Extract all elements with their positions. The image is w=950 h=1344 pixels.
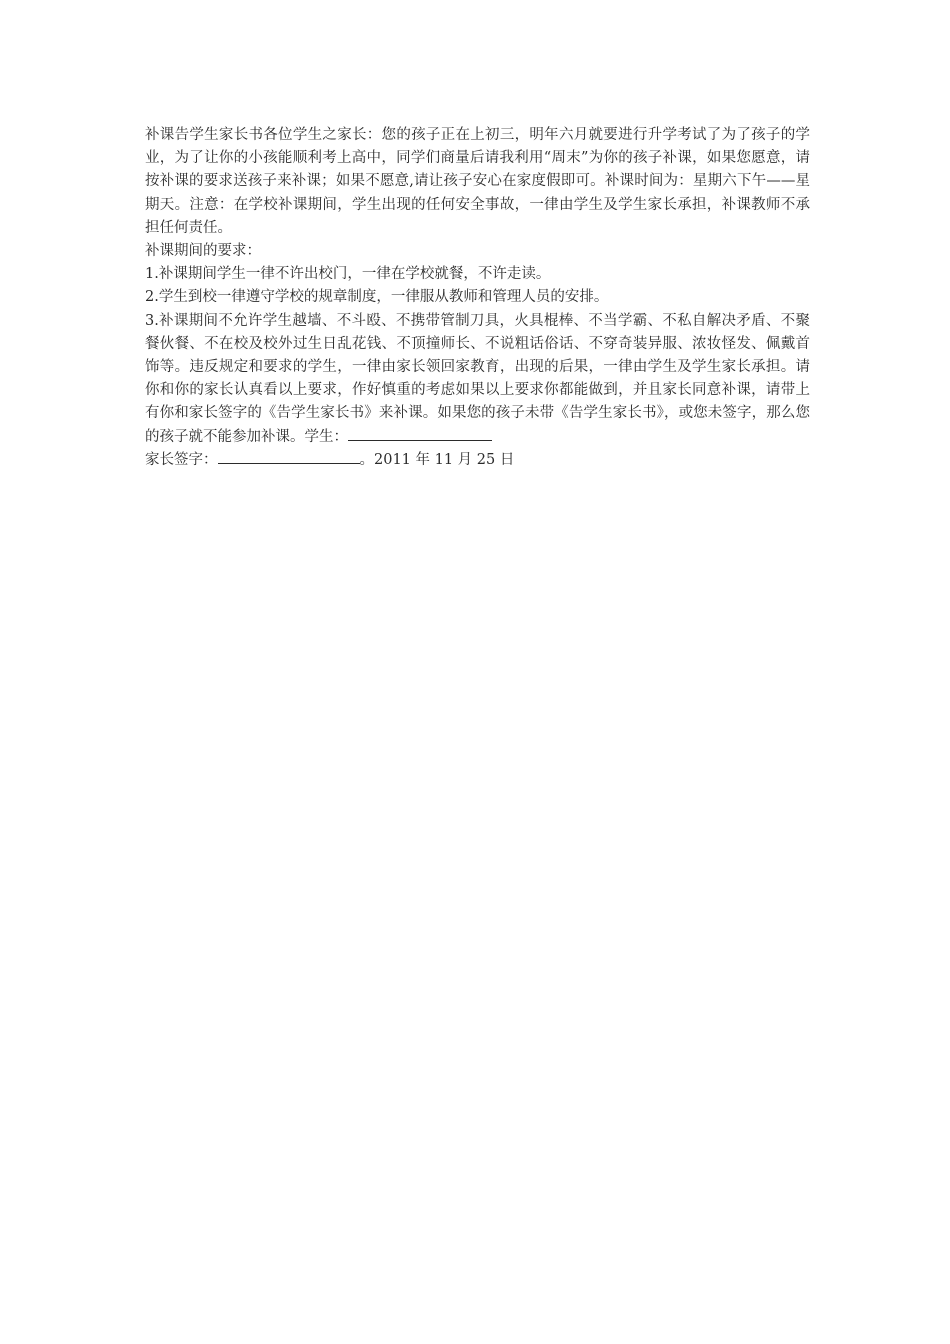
parent-label: 家长签字： <box>145 451 218 468</box>
parent-signature-blank[interactable] <box>218 449 360 464</box>
intro-paragraph: 补课告学生家长书各位学生之家长：您的孩子正在上初三，明年六月就要进行升学考试了为了孩子的学业，为了让你的小孩能顺利考上高中，同学们商量后请我利用“周末”为你的孩子补课，如果您愿意，请按补课的要求送孩子来补课；如果不愿意,请让孩子安心在家度假即可。补课时间为：星期六下午——星期天。注意：在学校补课期间，学生出现的任何安全事故，一律由学生及学生家长承担，补课教师不承担任何责任。 <box>145 127 810 236</box>
letter-body <box>145 124 810 472</box>
requirement-item-2: 2.学生到校一律遵守学校的规章制度，一律服从教师和管理人员的安排。 <box>145 289 609 306</box>
requirements-heading: 补课期间的要求： <box>145 243 261 260</box>
requirement-item-3-text: 3.补课期间不允许学生越墙、不斗殴、不携带管制刀具，火具棍棒、不当学霸、不私自解决矛盾、不聚餐伙餐、不在校及校外过生日乱花钱、不顶撞师长、不说粗话俗话、不穿奇装异服、浓妆怪发、佩戴首饰等。违反规定和要求的学生，一律由家长领回家教育，出现的后果，一律由学生及学生家长承担。请你和你的家长认真看以上要求，作好慎重的考虑如果以上要求你都能做到，并且家长同意补课，请带上有你和家长签字的《告学生家长书》来补课。如果您的孩子未带《告学生家长书》，或您未签字，那么您的孩子就不能参加补课。 <box>145 312 810 445</box>
date-text: 。2011 年 11 月 25 日 <box>359 451 515 468</box>
student-signature-blank[interactable] <box>348 426 492 441</box>
requirement-item-1: 1.补课期间学生一律不许出校门，一律在学校就餐，不许走读。 <box>145 266 551 283</box>
student-label: 学生： <box>304 428 348 445</box>
requirement-item-3 <box>145 310 810 449</box>
parent-signature-line <box>145 449 810 472</box>
